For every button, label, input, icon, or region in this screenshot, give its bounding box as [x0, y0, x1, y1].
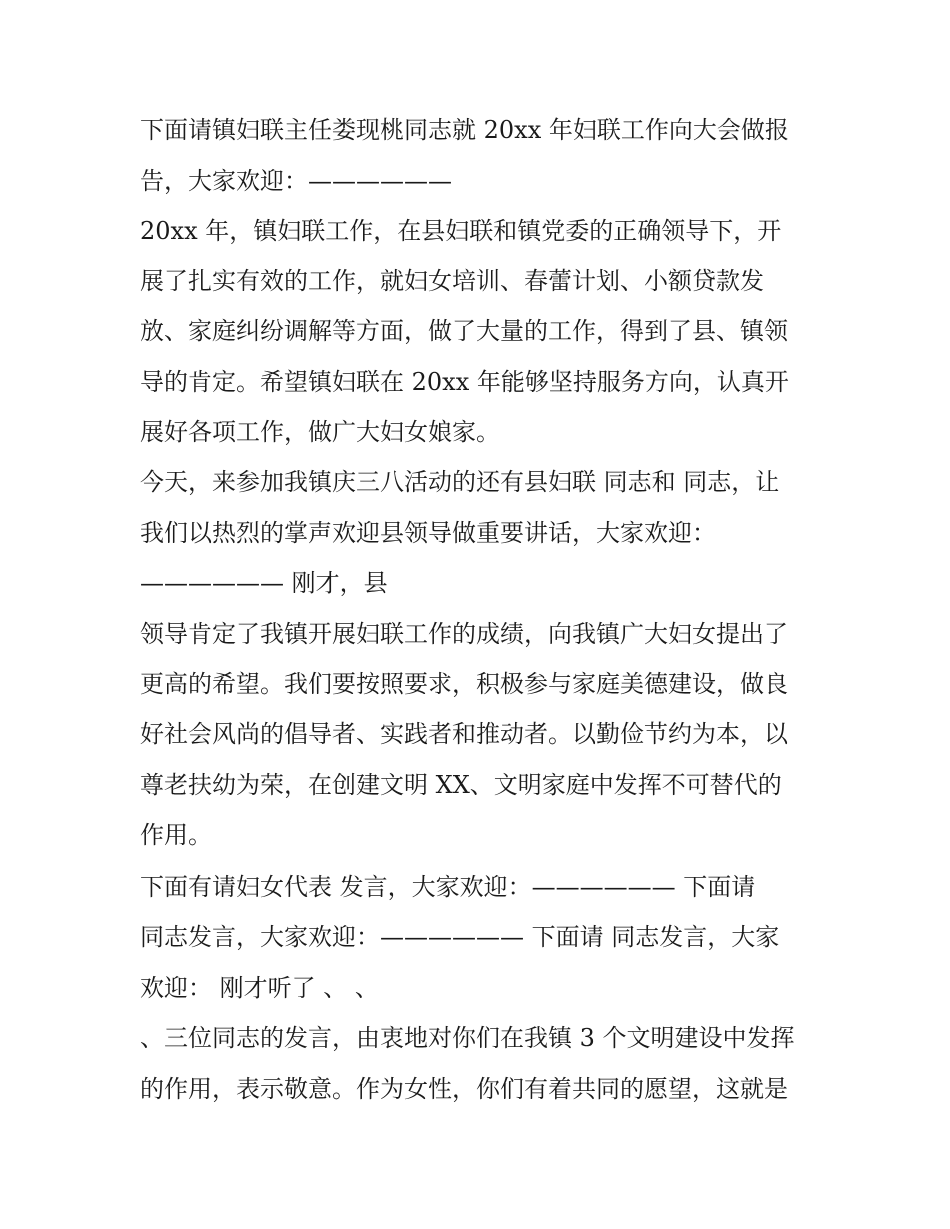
text-line: 导的肯定。希望镇妇联在 20xx 年能够坚持服务方向，认真开: [140, 368, 789, 396]
text-line: 20xx 年，镇妇联工作，在县妇联和镇党委的正确领导下，开: [140, 217, 782, 245]
text-line: 展好各项工作，做广大妇女娘家。: [140, 418, 500, 446]
text-line: 更高的希望。我们要按照要求，积极参与家庭美德建设，做良: [140, 670, 788, 698]
text-line: 下面请镇妇联主任娄现桃同志就 20xx 年妇联工作向大会做报: [140, 116, 789, 144]
text-line: 放、家庭纠纷调解等方面，做了大量的工作，得到了县、镇领: [140, 317, 788, 345]
text-line: 展了扎实有效的工作，就妇女培训、春蕾计划、小额贷款发: [140, 267, 764, 295]
text-line: 的作用，表示敬意。作为女性，你们有着共同的愿望，这就是: [140, 1075, 788, 1103]
text-line: —————— 刚才，县: [140, 569, 388, 597]
text-line: 今天，来参加我镇庆三八活动的还有县妇联 同志和 同志，让: [140, 468, 780, 496]
text-line: 我们以热烈的掌声欢迎县领导做重要讲话，大家欢迎：: [140, 519, 716, 547]
text-line: 下面有请妇女代表 发言，大家欢迎：—————— 下面请: [140, 873, 756, 901]
text-line: 领导肯定了我镇开展妇联工作的成绩，向我镇广大妇女提出了: [140, 620, 788, 648]
text-line: 告，大家欢迎：——————: [140, 167, 452, 195]
text-line: 好社会风尚的倡导者、实践者和推动者。以勤俭节约为本，以: [140, 720, 788, 748]
text-line: 尊老扶幼为荣，在创建文明 XX、文明家庭中发挥不可替代的: [140, 771, 782, 799]
text-line: 欢迎： 刚才听了 、 、: [140, 974, 379, 1002]
text-line: 作用。: [140, 821, 212, 849]
text-line: 同志发言，大家欢迎：—————— 下面请 同志发言，大家: [140, 923, 780, 951]
text-line: 、三位同志的发言，由衷地对你们在我镇 3 个文明建设中发挥: [140, 1024, 795, 1052]
